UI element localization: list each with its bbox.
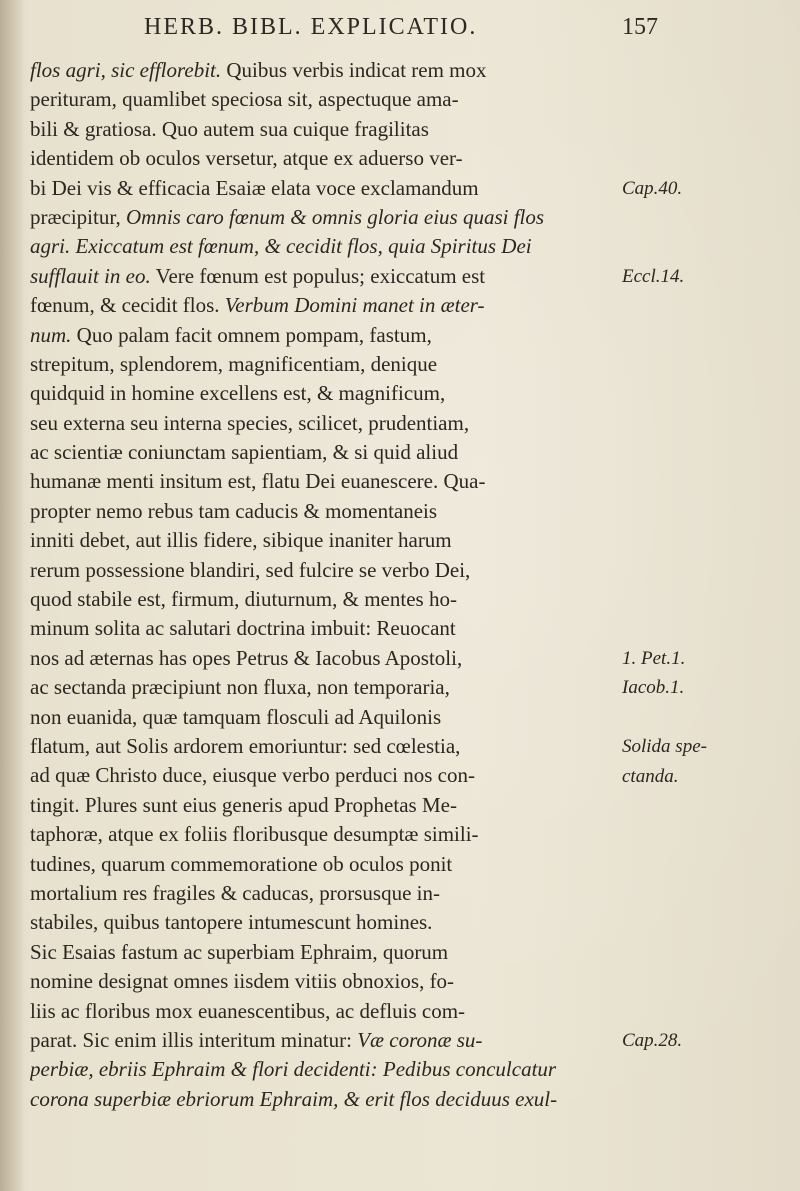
margin-note: Solida spe- — [622, 736, 707, 758]
roman-text: fœnum, & cecidit flos. — [30, 293, 225, 318]
roman-text: ac sectanda præcipiunt non fluxa, non temporaria, — [30, 675, 450, 700]
text-line — [30, 174, 620, 203]
roman-text: nos ad æternas has opes Petrus & Iacobus Apostoli, — [30, 645, 463, 670]
roman-text: quidquid in homine excellens est, & magnificum, — [30, 381, 446, 406]
text-line — [30, 350, 620, 379]
margin-note: 1. Pet.1. — [622, 648, 686, 669]
italic-text: agri. Exiccatum est fœnum, & cecidit flos, quia Spiritus Dei — [30, 234, 532, 259]
roman-text: non euanida, quæ tamquam flosculi ad Aquilonis — [30, 704, 442, 729]
running-head: HERB. BIBL. EXPLICATIO. — [144, 14, 478, 40]
text-line — [30, 203, 620, 232]
page-number: 157 — [622, 14, 658, 40]
roman-text: liis ac floribus mox euanescentibus, ac defluis com- — [30, 998, 466, 1023]
roman-text: præcipitur, — [30, 204, 126, 229]
roman-text: perituram, quamlibet speciosa sit, aspectuque ama- — [30, 87, 459, 112]
italic-text: num. — [30, 322, 72, 347]
roman-text: bi Dei vis & efficacia Esaiæ elata voce exclamandum — [30, 175, 479, 200]
italic-text: Verbum Domini manet in æter- — [224, 293, 485, 318]
text-line — [30, 497, 620, 526]
roman-text: bili & gratiosa. Quo autem sua cuique fragilitas — [30, 116, 429, 141]
text-line — [30, 703, 620, 732]
margin-note: Cap.28. — [622, 1030, 683, 1052]
text-line — [30, 56, 620, 85]
roman-text: flatum, aut Solis ardorem emoriuntur: sed cœlestia, — [30, 733, 461, 758]
text-line — [30, 879, 620, 908]
roman-text: rerum possessione blandiri, sed fulcire se verbo Dei, — [30, 557, 471, 582]
italic-text: perbiæ, ebriis Ephraim & flori decidenti: Pedibus conculcatur — [30, 1057, 557, 1082]
page-gutter — [0, 0, 24, 1191]
text-line — [30, 144, 620, 173]
margin-note: ctanda. — [622, 765, 679, 787]
text-line — [30, 232, 620, 261]
roman-text: tudines, quarum commemoratione ob oculos ponit — [30, 851, 453, 876]
text-line — [30, 732, 620, 761]
text-line — [30, 997, 620, 1026]
text-line — [30, 321, 620, 350]
text-line — [30, 262, 620, 291]
text-line — [30, 644, 620, 673]
text-line — [30, 438, 620, 467]
roman-text: seu externa seu interna species, scilicet, prudentiam, — [30, 410, 470, 435]
roman-text: tingit. Plures sunt eius generis apud Prophetas Me- — [30, 792, 457, 817]
roman-text: minum solita ac salutari doctrina imbuit: Reuocant — [30, 616, 456, 641]
text-line — [30, 614, 620, 643]
roman-text: Sic Esaias fastum ac superbiam Ephraim, quorum — [30, 939, 449, 964]
body-text — [30, 56, 620, 1114]
text-line — [30, 556, 620, 585]
roman-text: Vere fœnum est populus; exiccatum est — [150, 263, 486, 288]
roman-text: inniti debet, aut illis fidere, sibique inaniter harum — [30, 528, 452, 553]
text-line — [30, 1026, 620, 1055]
roman-text: Quo palam facit omnem pompam, fastum, — [71, 322, 432, 347]
text-line — [30, 85, 620, 114]
roman-text: taphoræ, atque ex foliis floribusque desumptæ simili- — [30, 822, 479, 847]
page-header — [144, 14, 664, 48]
italic-text: Omnis caro fœnum & omnis gloria eius quasi flos — [125, 204, 545, 229]
text-line — [30, 820, 620, 849]
italic-text: Væ coronæ su- — [357, 1027, 483, 1052]
italic-text: flos agri, sic efflorebit. — [30, 58, 222, 82]
roman-text: Quibus verbis indicat rem mox — [221, 58, 487, 82]
roman-text: propter nemo rebus tam caducis & momentaneis — [30, 498, 438, 523]
italic-text: sufflauit in eo. — [30, 263, 151, 288]
roman-text: ad quæ Christo duce, eiusque verbo perduci nos con- — [30, 763, 475, 788]
margin-note: Eccl.14. — [622, 265, 685, 287]
text-line — [30, 673, 620, 702]
text-line — [30, 1085, 620, 1114]
roman-text: ac scientiæ coniunctam sapientiam, & si quid aliud — [30, 440, 459, 465]
text-line — [30, 938, 620, 967]
text-line — [30, 115, 620, 144]
roman-text: mortalium res fragiles & caducas, prorsusque in- — [30, 880, 440, 905]
roman-text: strepitum, splendorem, magnificentiam, denique — [30, 351, 438, 376]
text-line — [30, 585, 620, 614]
margin-note: Cap.40. — [622, 177, 683, 199]
margin-note: Iacob.1. — [622, 677, 685, 699]
text-line — [30, 967, 620, 996]
roman-text: stabiles, quibus tantopere intumescunt homines. — [30, 910, 433, 935]
text-line — [30, 467, 620, 496]
text-line — [30, 379, 620, 408]
roman-text: parat. Sic enim illis interitum minatur: — [30, 1027, 358, 1052]
roman-text: nomine designat omnes iisdem vitiis obnoxios, fo- — [30, 969, 455, 994]
text-line — [30, 1055, 620, 1084]
text-line — [30, 291, 620, 320]
roman-text: quod stabile est, firmum, diuturnum, & mentes ho- — [30, 587, 457, 612]
text-line — [30, 908, 620, 937]
text-line — [30, 409, 620, 438]
text-line — [30, 791, 620, 820]
text-line — [30, 526, 620, 555]
text-line — [30, 850, 620, 879]
roman-text: identidem ob oculos versetur, atque ex aduerso ver- — [30, 146, 463, 171]
italic-text: corona superbiæ ebriorum Ephraim, & erit flos deciduus exul- — [30, 1086, 558, 1111]
text-line — [30, 761, 620, 790]
roman-text: humanæ menti insitum est, flatu Dei euanescere. Qua- — [30, 469, 486, 494]
